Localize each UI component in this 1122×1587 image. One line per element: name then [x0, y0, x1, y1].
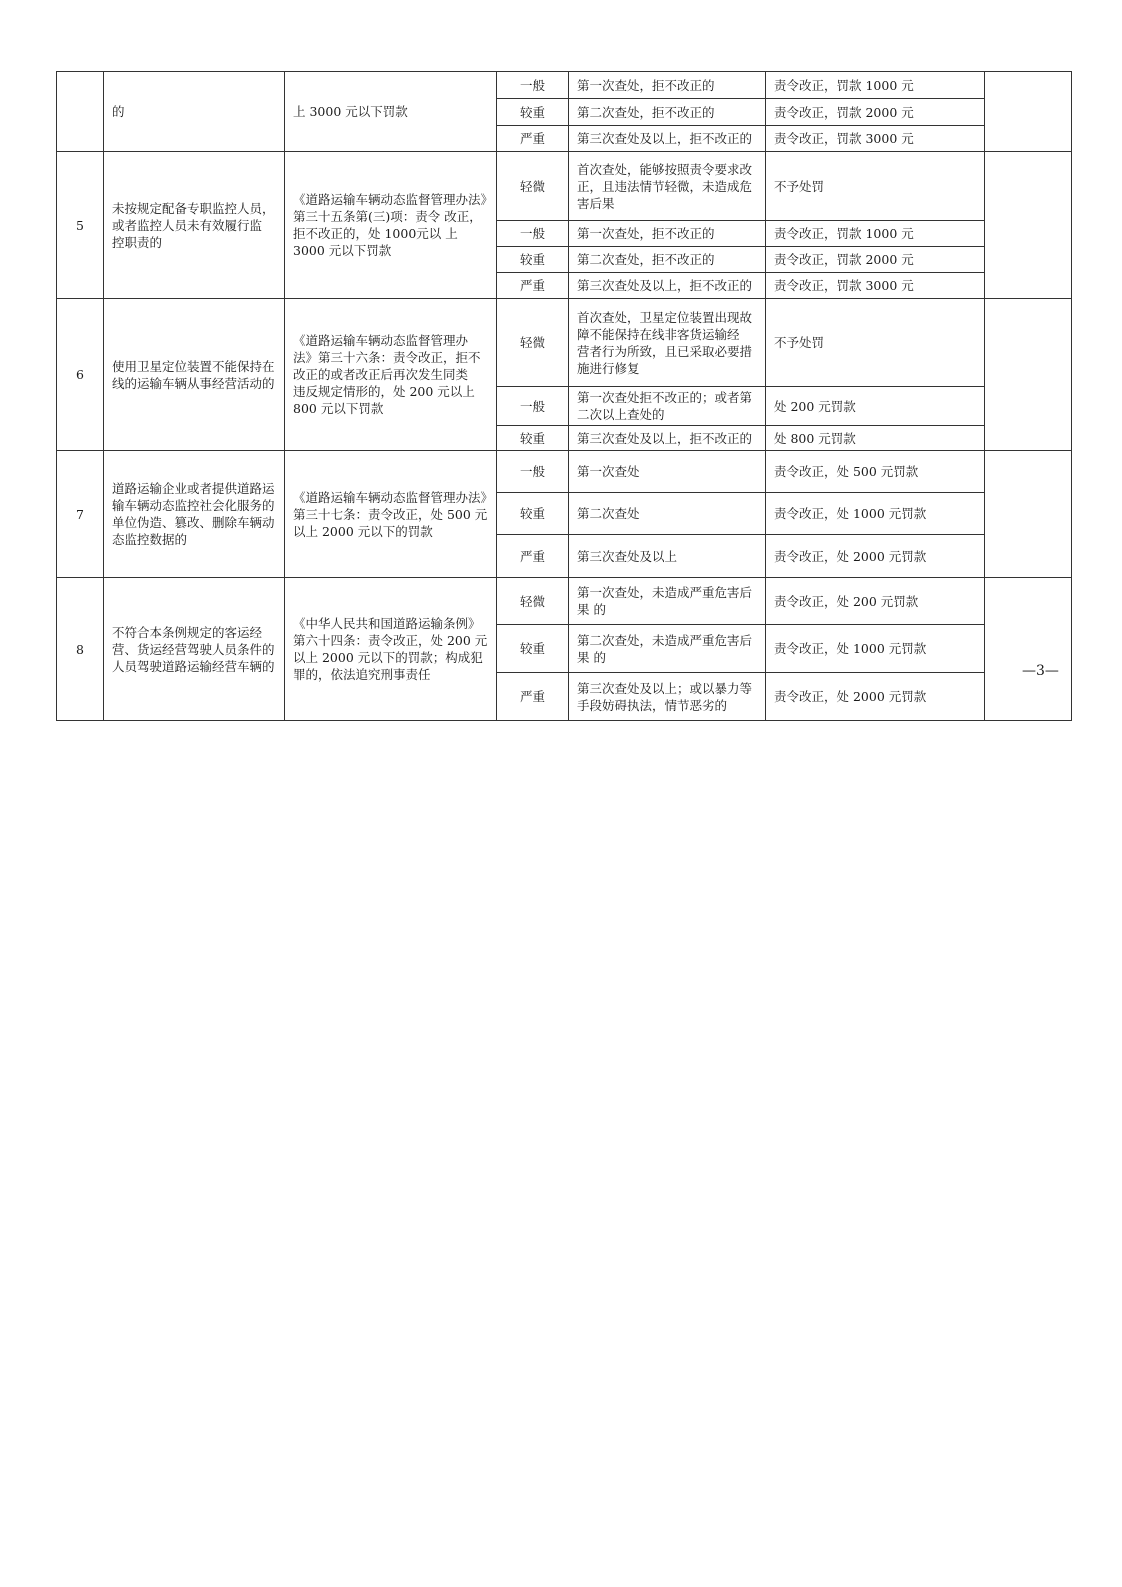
violation-text: 未按规定配备专职监控人员，或者监控人员未有效履行监: [112, 200, 275, 233]
penalty-cell: 不予处罚: [766, 152, 985, 221]
circumstance-cell: [569, 625, 766, 673]
severity-cell: 较重: [497, 426, 569, 451]
violation-text: 控职责的: [112, 234, 163, 250]
legal-basis-text: 《道路运输车辆动态监督管理办 法》第三十六条：责令改正，拒不 改正的或者改正后再次发生同类: [293, 333, 481, 382]
page-number: —3—: [1022, 663, 1059, 679]
circumstance-text: 第二次查处，拒不改正的: [577, 252, 715, 267]
severity-cell: 较重: [497, 99, 569, 126]
remarks-cell: [985, 299, 1072, 451]
circumstance-text: 第一次查处: [577, 464, 640, 479]
severity-cell: 严重: [497, 673, 569, 721]
table-row: [57, 578, 1072, 625]
severity-cell: 较重: [497, 247, 569, 273]
violation-cell: [104, 451, 285, 578]
remarks-cell: [985, 578, 1072, 721]
circumstance-text: 营者行为所致，且已采取必要措施进行修复: [577, 343, 753, 376]
severity-cell: 一般: [497, 451, 569, 493]
circumstance-text: 首次查处，能够按照责令要求改正，且违法情节轻微，未造成危害后果: [577, 161, 753, 211]
penalty-cell: 责令改正，处 2000 元罚款: [766, 535, 985, 578]
item-number-cell: 5: [57, 152, 104, 299]
penalty-cell: 责令改正，罚款 3000 元: [766, 126, 985, 152]
circumstance-text: 第二次查处: [577, 506, 640, 521]
circumstance-cell: [569, 72, 766, 99]
severity-cell: 一般: [497, 72, 569, 99]
circumstance-text: 第二次查处，未造成严重危害后果 的: [577, 632, 753, 665]
circumstance-text: 首次查处，卫星定位装置出现故障不能保持在线非客货运输经: [577, 309, 753, 342]
circumstance-cell: [569, 221, 766, 247]
severity-cell: 严重: [497, 535, 569, 578]
penalty-table-body: [57, 72, 1072, 721]
severity-cell: 一般: [497, 221, 569, 247]
penalty-cell: 处 800 元罚款: [766, 426, 985, 451]
circumstance-cell: [569, 493, 766, 535]
severity-cell: 严重: [497, 273, 569, 299]
circumstance-cell: [569, 273, 766, 299]
violation-cell: [104, 578, 285, 721]
circumstance-cell: [569, 673, 766, 721]
legal-basis-cell: [285, 299, 497, 451]
penalty-table: [56, 71, 1072, 721]
legal-basis-cell: [285, 152, 497, 299]
item-number-cell: 7: [57, 451, 104, 578]
legal-basis-text: 《中华人民共和国道路运输条例》 第六十四条：责令改正，处 200 元 以上 2000 元以下的罚款；构成犯: [293, 616, 488, 665]
legal-basis-text: 违反规定情形的，处 200 元以上 800 元以下罚款: [293, 384, 475, 416]
penalty-cell: 责令改正，罚款 1000 元: [766, 221, 985, 247]
legal-basis-text: 罪的，依法追究刑事责任: [293, 667, 431, 682]
severity-cell: 严重: [497, 126, 569, 152]
table-row: [57, 299, 1072, 387]
violation-text: 使用卫星定位装置不能保持在线的运输车辆从事经营活动的: [112, 358, 275, 391]
violation-cell: [104, 72, 285, 152]
penalty-cell: 责令改正，罚款 2000 元: [766, 99, 985, 126]
penalty-cell: 责令改正，处 500 元罚款: [766, 451, 985, 493]
penalty-cell: 处 200 元罚款: [766, 387, 985, 426]
table-row: [57, 451, 1072, 493]
circumstance-text: 第二次查处，拒不改正的: [577, 104, 715, 120]
circumstance-cell: [569, 126, 766, 152]
remarks-cell: [985, 152, 1072, 299]
item-number-cell: [57, 72, 104, 152]
remarks-cell: [985, 451, 1072, 578]
penalty-cell: 责令改正，罚款 1000 元: [766, 72, 985, 99]
violation-text: 道路运输企业或者提供道路运输车辆动态监控社会化服务的单位伪造、篡改、删除车辆动态监控数据的: [112, 481, 275, 547]
penalty-cell: 责令改正，罚款 2000 元: [766, 247, 985, 273]
legal-basis-cell: [285, 451, 497, 578]
violation-text: 的: [112, 104, 125, 119]
circumstance-cell: [569, 247, 766, 273]
circumstance-text: 第一次查处，拒不改正的: [577, 77, 715, 93]
severity-cell: 一般: [497, 387, 569, 426]
item-number-cell: 8: [57, 578, 104, 721]
circumstance-text: 第三次查处及以上，拒不改正的: [577, 131, 753, 146]
violation-text: 不符合本条例规定的客运经营、货运经营驾驶人员条件的人员驾驶道路运输经营车辆的: [112, 624, 275, 674]
circumstance-cell: [569, 99, 766, 126]
circumstance-cell: [569, 451, 766, 493]
severity-cell: 较重: [497, 493, 569, 535]
table-row: [57, 152, 1072, 221]
remarks-cell: [985, 72, 1072, 152]
circumstance-text: 第三次查处及以上，拒不改正的: [577, 430, 753, 446]
penalty-cell: 责令改正，处 1000 元罚款: [766, 493, 985, 535]
severity-cell: 轻微: [497, 578, 569, 625]
severity-cell: 较重: [497, 625, 569, 673]
violation-cell: [104, 299, 285, 451]
penalty-cell: 责令改正，处 2000 元罚款: [766, 673, 985, 721]
circumstance-cell: [569, 578, 766, 625]
legal-basis-text: 上 3000 元以下罚款: [293, 104, 408, 119]
item-number-cell: 6: [57, 299, 104, 451]
penalty-cell: 责令改正，处 200 元罚款: [766, 578, 985, 625]
table-row: [57, 72, 1072, 99]
circumstance-cell: [569, 152, 766, 221]
penalty-cell: 责令改正，处 1000 元罚款: [766, 625, 985, 673]
legal-basis-cell: [285, 578, 497, 721]
circumstance-cell: [569, 299, 766, 387]
circumstance-text: 第三次查处及以上: [577, 548, 678, 564]
circumstance-cell: [569, 426, 766, 451]
legal-basis-cell: [285, 72, 497, 152]
legal-basis-text: 《道路运输车辆动态监督管理办法》第三十七条：责令改正，处 500 元以上 2000 元以下的罚款: [293, 489, 488, 539]
circumstance-text: 第一次查处拒不改正的；或者第二次以上查处的: [577, 390, 753, 422]
circumstance-cell: [569, 535, 766, 578]
penalty-cell: 不予处罚: [766, 299, 985, 387]
severity-cell: 轻微: [497, 152, 569, 221]
legal-basis-text: 《道路运输车辆动态监督管理办法》第三十五条第(三)项：责令 改正，拒不改正的，处 1000元以 上 3000 元以下罚款: [293, 192, 487, 258]
circumstance-cell: [569, 387, 766, 426]
circumstance-text: 第三次查处及以上，拒不改正的: [577, 278, 753, 293]
circumstance-text: 第一次查处，拒不改正的: [577, 226, 715, 241]
circumstance-text: 第三次查处及以上；或以暴力等手段妨碍执法，情节恶劣的: [577, 680, 753, 713]
circumstance-text: 第一次查处，未造成严重危害后果 的: [577, 585, 753, 617]
severity-cell: 轻微: [497, 299, 569, 387]
violation-cell: [104, 152, 285, 299]
penalty-cell: 责令改正，罚款 3000 元: [766, 273, 985, 299]
